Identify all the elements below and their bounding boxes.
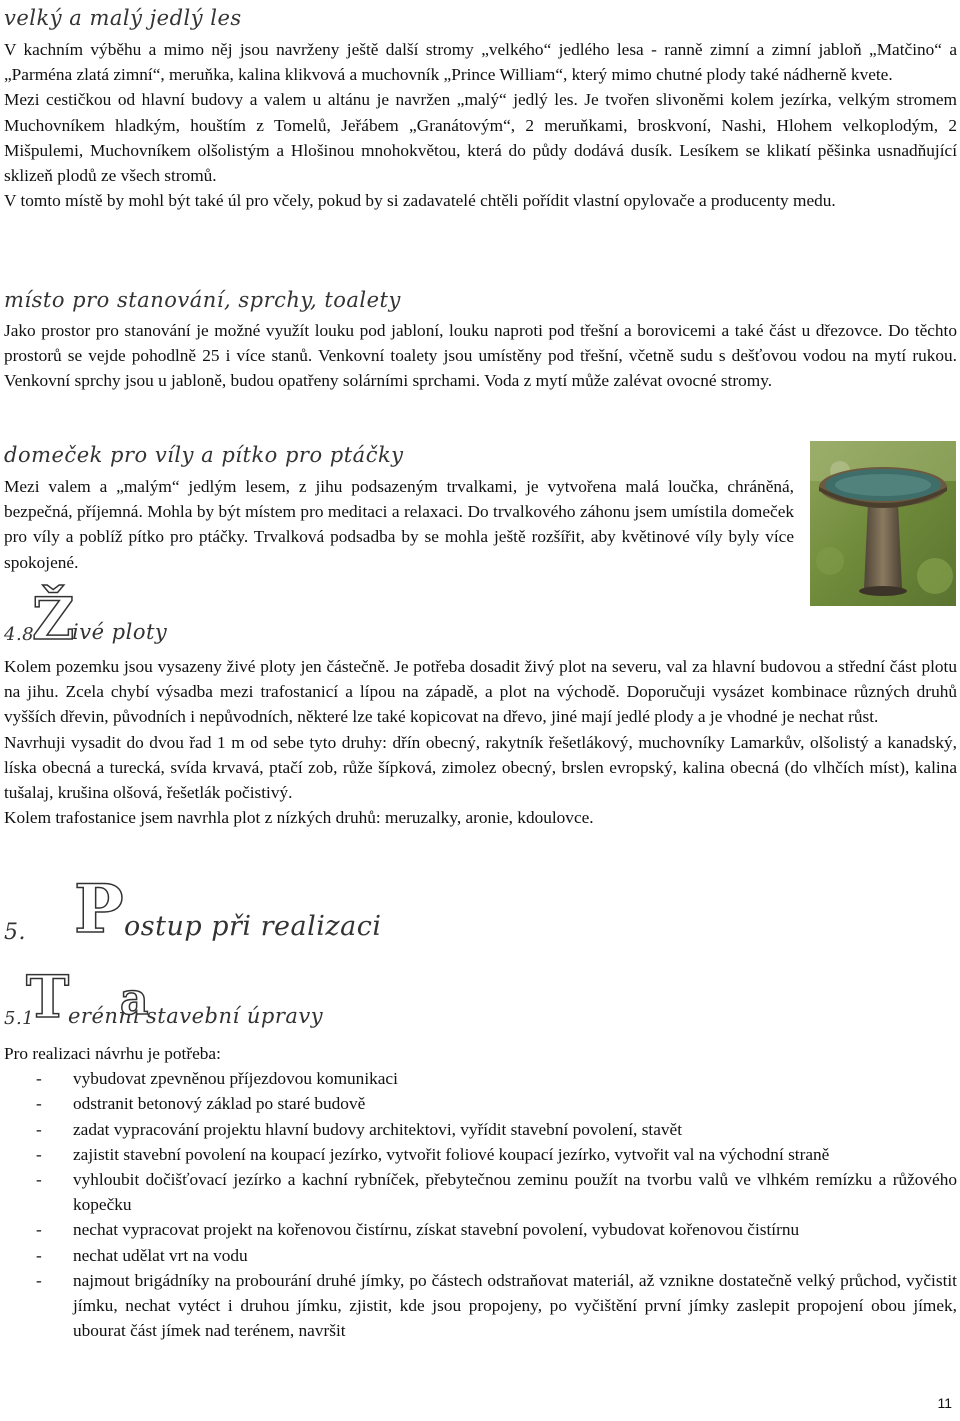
paragraph-fairy-house: Mezi valem a „malým“ jedlým lesem, z jihu podsazeným trvalkami, je vytvořena malá loučka, chráněná, bezpečná, příjemná. Mohla by být místem pro meditaci a relaxaci. Do trvalkového záhonu jsem umístila domeček pro víly a poblíž pítko pro ptáčky. Trvalková podsadba by se mohla ještě rozšířit, aby květinové víly byly více spokojené. — [4, 477, 794, 572]
paragraph-transformer-hedge: Kolem trafostanice jsem navrhla plot z nízkých druhů: meruzalky, aronie, kdoulovce. — [4, 808, 594, 828]
list-dash: - — [36, 1270, 42, 1290]
heading-edible-forest: velký a malý jedlý les — [4, 6, 242, 30]
implementation-block — [4, 1041, 957, 1343]
list-item — [4, 1117, 957, 1142]
requirements-list — [4, 1066, 957, 1343]
section-number-5-1: 5.1 — [4, 1008, 35, 1029]
paragraph-small-forest: Mezi cestičkou od hlavní budovy a valem u altánu je navržen „malý“ jedlý les. Je tvořen slivoněmi kolem jezírka, velkým stromem Muchovníkem hladkým, houštím z Tomelů, Jeřábem „Granátovým“, 2 meruňkami, broskvoní, Nashi, Hlohem velkoplodým, 2 Mišpulemi, Muchovníkem olšolistým a Hlošinou mnohokvětou, která do půdy dodává dusík. Lesíkem se klikatí pěšinka usnadňující sklizeň plodů ze všech stromů. — [4, 90, 957, 186]
paragraph-camping: Jako prostor pro stanování je možné využít louku pod jabloní, louku naproti pod třešní a borovicemi a také část u dřezovce. Do těchto prostorů se vejde pohodlně 25 i více stanů. Venkovní toalety jsou umístěny pod třešní, včetně sudu s dešťovou vodou na mytí rukou. Venkovní sprchy jsou u jabloně, budou opatřeny solárními sprchami. Voda z mytí může zalévat ovocné stromy. — [4, 321, 957, 391]
list-dash: - — [36, 1220, 42, 1240]
list-item — [4, 1066, 957, 1091]
list-item-text: nechat udělat vrt na vodu — [73, 1245, 248, 1265]
drop-cap-a-letter: a — [120, 974, 149, 1025]
heading-implementation: ostup při realizaci — [124, 911, 382, 942]
heading-terrain: erénní — [68, 1004, 140, 1028]
list-item-text: najmout brigádníky na probourání druhé jímky, po částech odstraňovat materiál, až vznikne dostatečně velký průchod, vyčistit jímku, nechat vytéct i druhou jímku, zjistit, kde jsou propojeny, po vyčištění první jímky zaslepit propojení obou jímek, ubourat část jímek nad terénem, navršit — [73, 1270, 957, 1341]
drop-cap-p-letter: P — [74, 870, 124, 948]
drop-cap-a — [120, 974, 149, 1025]
heading-camping: místo pro stanování, sprchy, toalety — [4, 288, 401, 312]
heading-construction: stavební úpravy — [146, 1004, 324, 1028]
list-item — [4, 1217, 957, 1242]
paragraph-hedges: Kolem pozemku jsou vysazeny živé ploty jen částečně. Je potřeba dosadit živý plot na severu, val za hlavní budovou a střední část plotu na jihu. Zcela chybí výsadba mezi trafostanicí a lípou na západě, a plot na východě. Doporučuji vysázet kombinace různých druhů vyšších dřevin, původních i nepůvodních, některé lze také kopicovat na dřevo, jiné mají jedlé plody a je vhodné je nechat růst. — [4, 657, 957, 727]
page-number: 11 — [937, 1395, 952, 1411]
paragraph-big-forest: V kachním výběhu a mimo něj jsou navrženy ještě další stromy „velkého“ jedlého lesa - ranně zimní a zimní jabloň „Matčino“ a „Parména zlatá zimní“, meruňka, kalina klikvová a muchovník „Prince William“, který mimo chutné plody také nádherně kvete. — [4, 40, 957, 85]
drop-cap-t-letter: T — [26, 963, 70, 1031]
drop-cap-p — [74, 870, 124, 948]
list-item — [4, 1142, 957, 1167]
drop-cap-z — [32, 585, 75, 653]
section-number-5: 5. — [4, 920, 26, 945]
list-item — [4, 1167, 957, 1217]
list-item — [4, 1268, 957, 1344]
paragraph-block-1 — [4, 37, 957, 213]
bird-bath-icon — [810, 441, 956, 606]
list-item-text: zajistit stavební povolení na koupací jezírko, vytvořit foliové koupací jezírko, vytvořit val na východní straně — [73, 1144, 830, 1164]
list-dash: - — [36, 1069, 42, 1089]
list-dash: - — [36, 1245, 42, 1265]
paragraph-block-hedges — [4, 654, 957, 830]
list-dash: - — [36, 1170, 42, 1190]
list-dash: - — [36, 1144, 42, 1164]
paragraph-requirements: Pro realizaci návrhu je potřeba: — [4, 1044, 221, 1063]
drop-cap-z-letter: Ž — [32, 585, 75, 653]
paragraph-hedge-species: Navrhuji vysadit do dvou řad 1 m od sebe tyto druhy: dřín obecný, rakytník řešetlákový, muchovníky Lamarkův, olšolistý a kanadský, líska obecná a turecká, svída krvavá, ptačí zob, růže šípková, zimolez obecný, brslen evropský, kalina obecná (do vlhčích míst), kalina tušalaj, krušina olšová, řešetlák počistivý. — [4, 732, 957, 803]
paragraph-beehive: V tomto místě by mohl být také úl pro včely, pokud by si zadavatelé chtěli pořídit vlastní opylovače a producenty medu. — [4, 191, 836, 211]
list-dash: - — [36, 1119, 42, 1139]
heading-hedges: ivé ploty — [72, 620, 168, 644]
list-item — [4, 1091, 957, 1116]
list-dash: - — [36, 1094, 42, 1114]
list-item-text: odstranit betonový základ po staré budově — [73, 1094, 366, 1114]
section-number-4-8: 4.8 — [4, 624, 35, 645]
list-item-text: vybudovat zpevněnou příjezdovou komunikaci — [73, 1069, 398, 1089]
drop-cap-t — [26, 963, 70, 1031]
list-item-text: nechat vypracovat projekt na kořenovou čistírnu, získat stavební povolení, vybudovat kořenovou čistírnu — [73, 1220, 800, 1240]
bird-bath-photo — [810, 441, 956, 606]
list-item-text: zadat vypracování projektu hlavní budovy architektovi, vyřídit stavební povolení, stavět — [73, 1119, 683, 1139]
heading-fairy-house: domeček pro víly a pítko pro ptáčky — [4, 443, 404, 467]
list-item — [4, 1243, 957, 1268]
list-item-text: vyhloubit dočišťovací jezírko a kachní rybníček, přebytečnou zeminu použít na tvorbu valů ve vlhkém remízku a růžového kopečku — [73, 1170, 957, 1215]
